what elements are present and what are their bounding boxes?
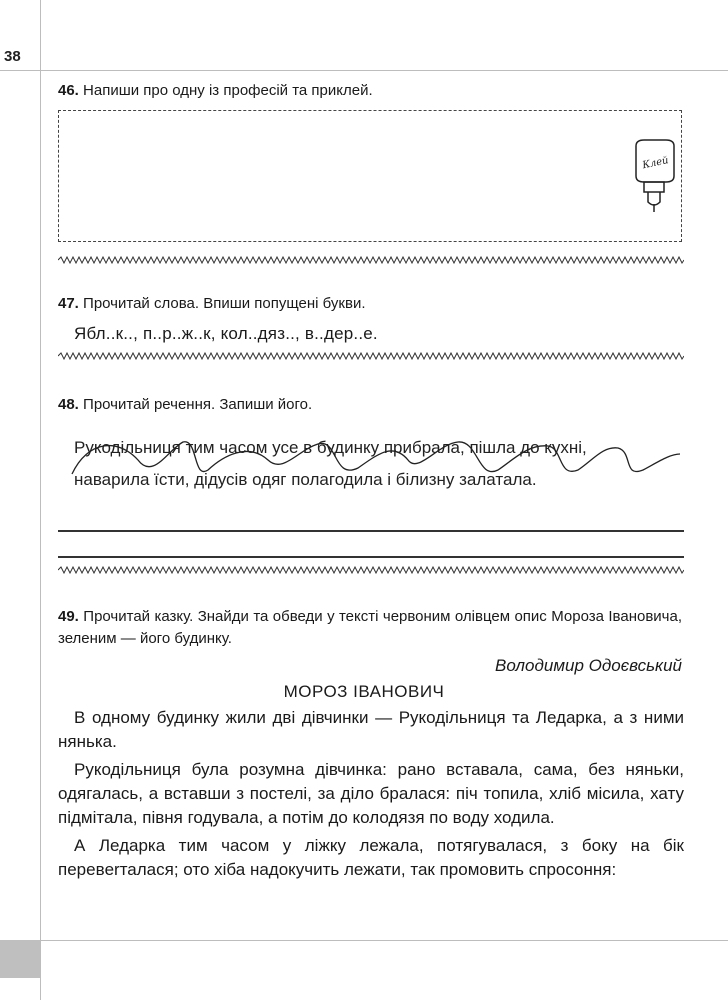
bottom-rule <box>40 940 728 941</box>
zigzag-divider-1 <box>58 256 684 264</box>
task-48-text: Прочитай речення. Запиши його. <box>83 396 313 413</box>
task-47-text: Прочитай слова. Впиши попущені букви. <box>83 295 366 312</box>
story-paragraph-2: Рукодільниця була розумна дівчинка: рано вставала, сама, без няньки, одягалась, а вставши з постелі, за діло бралася: піч топила, хліб місила, хату підмітала, півня годувала, а потім до колодязя по воду ходила. <box>58 760 684 827</box>
story-paragraph-1: В одному будинку жили дві дівчинки — Рукодільниця та Ледарка, а з ними нянька. <box>58 708 684 751</box>
corner-block <box>0 940 40 978</box>
task-49-heading <box>58 606 682 650</box>
task-47-heading <box>58 293 366 315</box>
glue-label: Клей <box>641 155 670 172</box>
handwriting-line-2: наварила їсти, дідусів одяг полагодила і білизну залатала. <box>74 470 537 489</box>
story-paragraph-3: А Ледарка тим часом у ліжку лежала, потягувалася, з боку на бік перевerталася; ото хіба надокучить лежати, так промовить спросоння: <box>58 836 684 879</box>
story-title: МОРОЗ ІВАНОВИЧ <box>283 682 445 701</box>
handwriting-line-1: Рукодільниця тим часом усе в будинку прибрала, пішла до кухні, <box>74 438 587 457</box>
words-with-gaps: Ябл..к.., п..р..ж..к, кол..дяз.., в..дер..е. <box>74 324 378 343</box>
zigzag-divider-2 <box>58 352 684 360</box>
story-text <box>58 706 684 886</box>
glue-bottle-icon <box>626 136 682 216</box>
paste-area[interactable] <box>58 110 682 242</box>
writing-line-2[interactable] <box>58 556 684 558</box>
task-49-number: 49. <box>58 608 79 625</box>
handwriting-loops <box>58 430 688 500</box>
margin-line <box>40 0 41 1000</box>
task-48-heading <box>58 394 312 416</box>
task-49-text: Прочитай казку. Знайди та обведи у тексті червоним олівцем опис Мороза Івановича, зеленим — його будинку. <box>58 608 682 647</box>
top-rule <box>0 70 728 71</box>
task-46-heading <box>58 80 373 102</box>
writing-line-1[interactable] <box>58 530 684 532</box>
story-author: Володимир Одоєвський <box>495 656 682 675</box>
handwriting-sample <box>58 430 688 500</box>
task-48-number: 48. <box>58 396 79 413</box>
zigzag-divider-3 <box>58 566 684 574</box>
task-46-text: Напиши про одну із професій та приклей. <box>83 82 373 99</box>
task-49-body <box>58 606 682 650</box>
task-47-number: 47. <box>58 295 79 312</box>
task-46-number: 46. <box>58 82 79 99</box>
page-number: 38 <box>4 48 21 65</box>
